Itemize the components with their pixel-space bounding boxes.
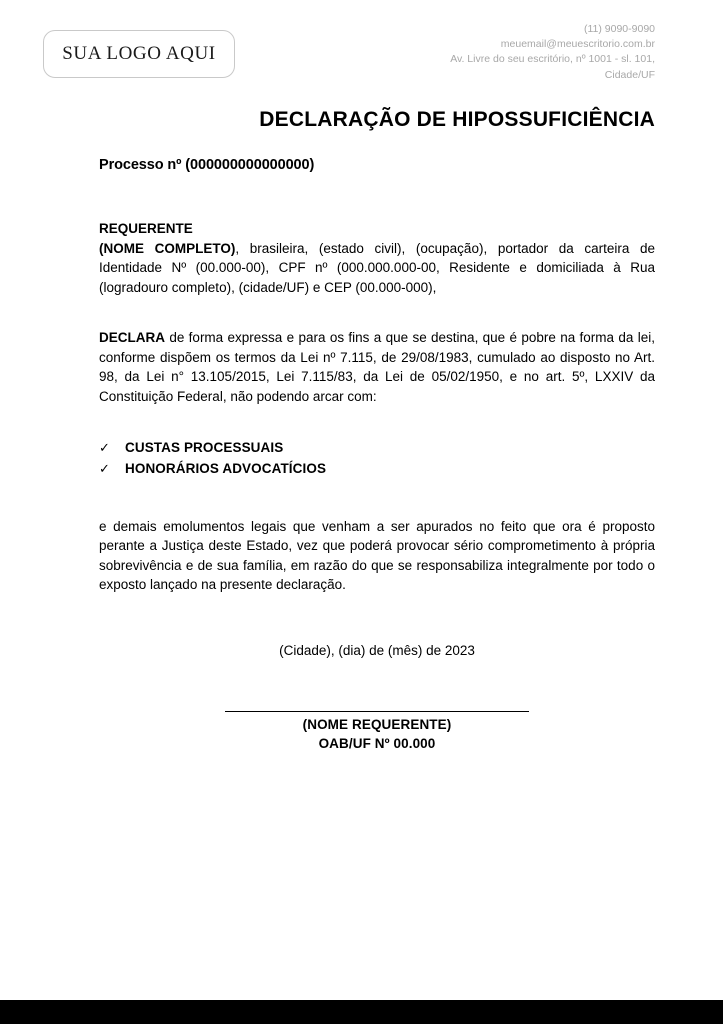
section-requerente <box>99 219 655 297</box>
closing-paragraph: e demais emolumentos legais que venham a ser apurados no feito que ora é proposto perante a Justiça deste Estado, vez que poderá provocar sério comprometimento à própria sobrevivência e de sua família, em razão do que se responsabiliza integralmente por todo o exposto lançado na presente declaração. <box>99 518 655 593</box>
list-item <box>99 437 655 458</box>
excluded-costs-list <box>99 437 655 479</box>
requerente-heading: REQUERENTE <box>99 221 193 236</box>
requerente-name-placeholder: (NOME COMPLETO) <box>99 240 236 256</box>
document-body <box>99 157 655 753</box>
contact-city-state: Cidade/UF <box>604 68 655 81</box>
requerente-paragraph <box>99 239 655 298</box>
contact-info-block <box>235 22 655 83</box>
requerente-details: , brasileira, (estado civil), (ocupação), portador da carteira de Identidade Nº (00.000-00), CPF nº (000.000.000-00, Residente e domiciliada à Rua (logradouro completo), (cidade/UF) e CEP (00.000-000), <box>99 240 656 295</box>
list-item <box>99 458 655 479</box>
declara-text: de forma expressa e para os fins a que se destina, que é pobre na forma da lei, conforme dispõem os termos da Lei nº 7.115, de 29/08/1983, cumulado ao disposto no Art. 98, da Lei n° 13.105/2015, Lei 7.115/83, da Lei de 05/02/1950, e no art. 5º, LXXIV da Constituição Federal, não podendo arcar com: <box>99 330 655 405</box>
logo-placeholder-box <box>43 30 235 78</box>
bottom-black-bar <box>0 1000 723 1024</box>
check-icon: ✓ <box>99 460 110 476</box>
declara-keyword: DECLARA <box>99 330 165 346</box>
page-title: DECLARAÇÃO DE HIPOSSUFICIÊNCIA <box>259 108 655 131</box>
signature-name: (NOME REQUERENTE) <box>302 716 452 732</box>
logo-placeholder-text: SUA LOGO AQUI <box>62 43 216 64</box>
section-closing <box>99 517 655 595</box>
contact-phone: (11) 9090-9090 <box>583 23 655 35</box>
check-icon: ✓ <box>99 439 110 455</box>
section-declara <box>99 328 655 406</box>
list-item-label: HONORÁRIOS ADVOCATÍCIOS <box>125 460 327 476</box>
date-line: (Cidade), (dia) de (mês) de 2023 <box>279 643 475 659</box>
contact-address: Av. Livre do seu escritório, nº 1001 - sl. 101, <box>450 53 655 66</box>
contact-email: meuemail@meuescritorio.com.br <box>500 38 655 51</box>
process-number-line: Processo nº (000000000000000) <box>99 157 315 173</box>
document-header <box>0 22 723 100</box>
signature-line <box>225 711 529 712</box>
declara-paragraph <box>99 328 655 406</box>
signature-oab-number: OAB/UF Nº 00.000 <box>318 735 436 751</box>
list-item-label: CUSTAS PROCESSUAIS <box>125 439 284 455</box>
signature-block <box>99 711 655 753</box>
